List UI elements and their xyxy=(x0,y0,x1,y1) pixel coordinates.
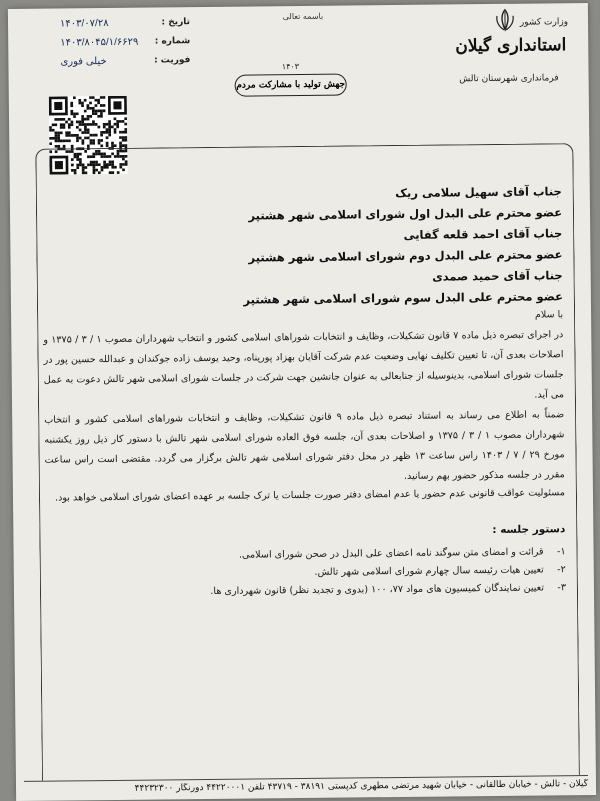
agenda-number: ۱- xyxy=(543,543,565,561)
recipient-line: جناب آقای احمد قلعه گفایی xyxy=(62,223,562,249)
recipients-list xyxy=(62,181,563,312)
date-label: تاریخ : xyxy=(142,17,190,29)
recipient-line: جناب آقای حمید صمدی xyxy=(63,265,563,291)
recipient-line: جناب آقای سهیل سلامی ریک xyxy=(62,181,562,207)
agenda-number: ۲- xyxy=(544,561,566,579)
letter-meta xyxy=(60,17,191,75)
agenda-text: تعیین نمایندگان کمیسیون های مواد ۷۷، ۱۰۰ (بدوی و تجدید نظر) قانون شهرداری ها. xyxy=(210,579,544,600)
ministry-name: وزارت کشور xyxy=(520,17,568,28)
number-row xyxy=(60,36,190,48)
urgency-value: خیلی فوری xyxy=(60,56,142,68)
agenda-number: ۳- xyxy=(544,579,566,597)
slogan-year: ۱۴۰۳ xyxy=(230,61,350,71)
governorate-name: استانداری گیلان xyxy=(455,35,566,56)
body-paragraph: در اجرای تبصره ذیل ماده ۷ قانون تشکیلات، وظایف و انتخابات شوراهای اسلامی کشور و انتخاب شهرداران مصوب ۱ / ۳ / ۱۳۷۵ و اصلاحات بعدی آن، تا تعیین تکلیف نهایی وضعیت عدم شرکت آقایان بهزاد پورپناه، وحید یوسف زاده جوکندان و عبدالله حسین پور در جلسات شورای اسلامی، بدینوسیله از جنابعالی به عنوان جانشین جهت شرکت در جلسات شورای اسلامی شهر تالش دعوت به عمل می آید. xyxy=(43,325,564,410)
footer-address: گیلان - تالش - خیابان طالقانی - خیابان شهید مرتضی مطهری کدپستی ۳۸۱۹۱ - ۴۳۷۱۹ تلفن ۴۴۲۲۰۰۰۱ دورنگار ۴۴۲۳۲۳۰۰ xyxy=(24,779,588,795)
body-paragraph: ضمناً به اطلاع می رساند به استناد تبصره ذیل ماده ۹ قانون تشکیلات، وظایف و انتخابات شوراهای اسلامی کشور و انتخاب شهرداران مصوب ۱ / ۳ / ۱۳۷۵ و اصلاحات بعدی آن، جلسه فوق العاده شورای اسلامی شهر تالش با دستور کار ذیل روز یکشنبه مورخ ۲۹ / ۷ / ۱۴۰۳ راس ساعت ۱۳ ظهر در محل دفتر شورای اسلامی شهر تالش برگزار می گردد. مقتضی است راس ساعت مقرر در جلسه مذکور حضور بهم رسانید. xyxy=(44,405,565,490)
recipient-line: عضو محترم علی البدل سوم شورای اسلامی شهر هشتپر xyxy=(63,286,563,312)
recipient-line: عضو محترم علی البدل اول شورای اسلامی شهر هشتپر xyxy=(62,202,562,228)
urgency-row xyxy=(60,55,190,67)
date-row xyxy=(60,17,190,29)
number-value: ۱۴۰۳/۸۰۴۵/۱/۶۶۲۹ xyxy=(60,37,142,49)
agenda-text: قرائت و امضای متن سوگند نامه اعضای علی البدل در صحن شورای اسلامی. xyxy=(239,543,544,564)
date-value: ۱۴۰۳/۰۷/۲۸ xyxy=(60,18,142,30)
agenda-text: تعیین هیات رئیسه سال چهارم شورای اسلامی شهر تالش. xyxy=(314,561,543,581)
urgency-label: فوریت : xyxy=(142,55,190,67)
recipient-line: عضو محترم علی البدل دوم شورای اسلامی شهر هشتپر xyxy=(62,244,562,270)
agenda-list xyxy=(66,543,567,602)
slogan-stamp xyxy=(230,59,350,98)
slogan-text: جهش تولید با مشارکت مردم xyxy=(235,74,347,97)
number-label: شماره : xyxy=(142,36,190,48)
body-paragraph: مسئولیت عواقب قانونی عدم حضور یا عدم امضای دفتر صورت جلسات یا ترک جلسه بر عهده اعضای شورای اسلامی خواهد بود. xyxy=(45,483,565,508)
basmala: باسمه تعالی xyxy=(258,11,348,21)
letter-page xyxy=(8,3,596,801)
salutation: با سلام xyxy=(535,309,563,320)
district-office: فرمانداری شهرستان تالش xyxy=(459,73,559,84)
agenda-title: دستور جلسه : xyxy=(492,523,565,536)
emblem-icon xyxy=(490,8,520,34)
